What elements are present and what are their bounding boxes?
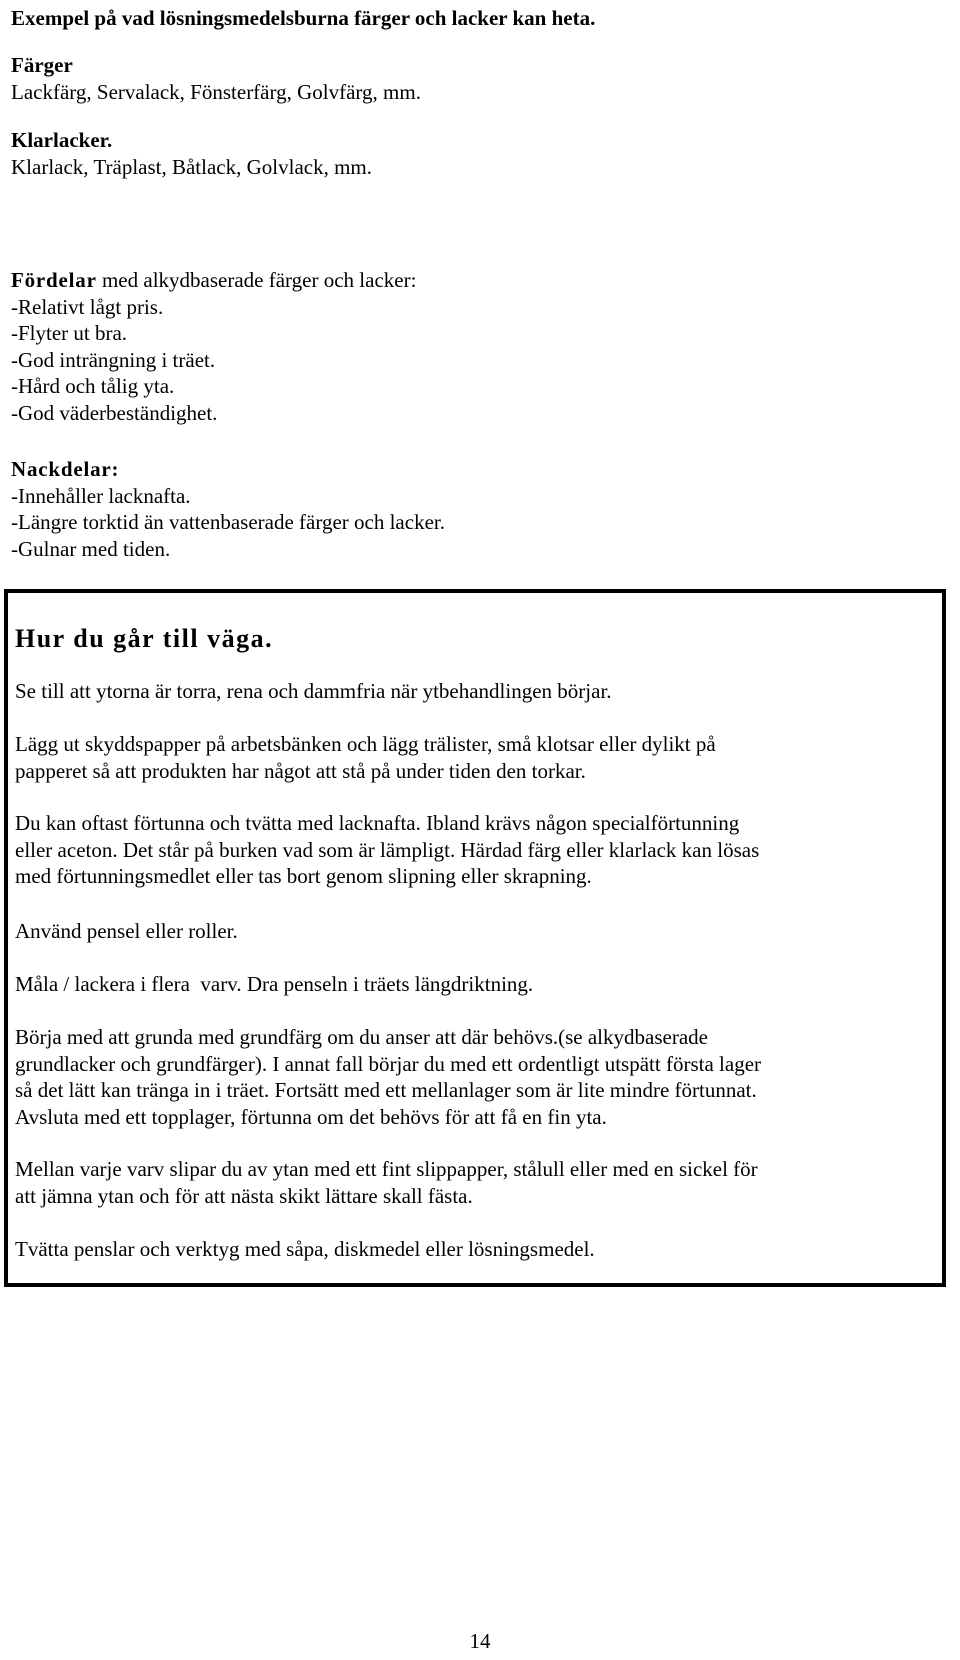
paragraph-line: Lägg ut skyddspapper på arbetsbänken och lägg trälister, små klotsar eller dylikt på bbox=[15, 732, 716, 756]
instruction-paragraph bbox=[15, 1156, 935, 1209]
list-item: -Flyter ut bra. bbox=[11, 321, 128, 345]
paragraph-line: eller aceton. Det står på burken vad som är lämpligt. Härdad färg eller klarlack kan lösas bbox=[15, 837, 760, 862]
section-klarlacker bbox=[11, 127, 372, 180]
document-title: Exempel på vad lösningsmedelsburna färger och lacker kan heta. bbox=[11, 6, 596, 30]
instruction-paragraph bbox=[15, 918, 935, 945]
list-item: -Gulnar med tiden. bbox=[11, 536, 171, 561]
paragraph-line: papperet så att produkten har något att stå på under tiden den torkar. bbox=[15, 758, 586, 783]
list-item: -Längre torktid än vattenbaserade färger och lacker. bbox=[11, 510, 445, 534]
section-fordelar bbox=[11, 267, 416, 426]
section-heading-farger: Färger bbox=[11, 53, 73, 77]
paragraph-line: med förtunningsmedlet eller tas bort genom slipning eller skrapning. bbox=[15, 864, 592, 888]
list-item: -God inträngning i träet. bbox=[11, 347, 216, 372]
list-item: -Hård och tålig yta. bbox=[11, 374, 175, 398]
list-item: -Innehåller lacknafta. bbox=[11, 483, 191, 508]
fordelar-heading-bold: Fördelar bbox=[11, 268, 97, 292]
paragraph-line: Måla / lackera i flera varv. Dra penseln i träets längdriktning. bbox=[15, 972, 534, 996]
paragraph-line: Avsluta med ett topplager, förtunna om det behövs för att få en fin yta. bbox=[15, 1104, 607, 1129]
section-heading-fordelar bbox=[11, 267, 416, 294]
page-number: 14 bbox=[469, 1629, 491, 1653]
paragraph-line: Du kan oftast förtunna och tvätta med lacknafta. Ibland krävs någon specialförtunning bbox=[15, 811, 740, 835]
paragraph-line: att jämna ytan och för att nästa skikt lättare skall fästa. bbox=[15, 1183, 473, 1208]
instruction-paragraph bbox=[15, 1236, 935, 1263]
instructions-heading: Hur du går till väga. bbox=[15, 624, 274, 653]
instruction-paragraph bbox=[15, 731, 935, 784]
section-farger bbox=[11, 52, 421, 105]
instructions-box bbox=[4, 589, 946, 1287]
list-item: -God väderbeständighet. bbox=[11, 400, 218, 425]
fordelar-heading-rest: med alkydbaserade färger och lacker: bbox=[96, 268, 417, 292]
paragraph-line: Se till att ytorna är torra, rena och dammfria när ytbehandlingen börjar. bbox=[15, 679, 612, 703]
instruction-paragraph bbox=[15, 1024, 935, 1130]
paragraph-line: Tvätta penslar och verktyg med såpa, diskmedel eller lösningsmedel. bbox=[15, 1237, 595, 1261]
section-text-klarlacker: Klarlack, Träplast, Båtlack, Golvlack, mm. bbox=[11, 154, 373, 179]
paragraph-line: Börja med att grunda med grundfärg om du anser att där behövs.(se alkydbaserade bbox=[15, 1025, 708, 1049]
list-item: -Relativt lågt pris. bbox=[11, 294, 164, 319]
instruction-paragraph bbox=[15, 971, 935, 998]
section-heading-klarlacker: Klarlacker. bbox=[11, 128, 113, 152]
paragraph-line: Använd pensel eller roller. bbox=[15, 919, 238, 943]
paragraph-line: så det lätt kan tränga in i träet. Fortsätt med ett mellanlager som är lite mindre förtunnat. bbox=[15, 1078, 757, 1102]
section-text-farger: Lackfärg, Servalack, Fönsterfärg, Golvfärg, mm. bbox=[11, 79, 421, 104]
section-nackdelar bbox=[11, 456, 445, 562]
instruction-paragraph bbox=[15, 810, 935, 890]
paragraph-line: Mellan varje varv slipar du av ytan med ett fint slippapper, stålull eller med en sickel för bbox=[15, 1157, 758, 1181]
instruction-paragraph bbox=[15, 678, 935, 705]
section-heading-nackdelar: Nackdelar: bbox=[11, 457, 120, 481]
paragraph-line: grundlacker och grundfärger). I annat fall börjar du med ett ordentligt utspätt första lager bbox=[15, 1051, 762, 1076]
